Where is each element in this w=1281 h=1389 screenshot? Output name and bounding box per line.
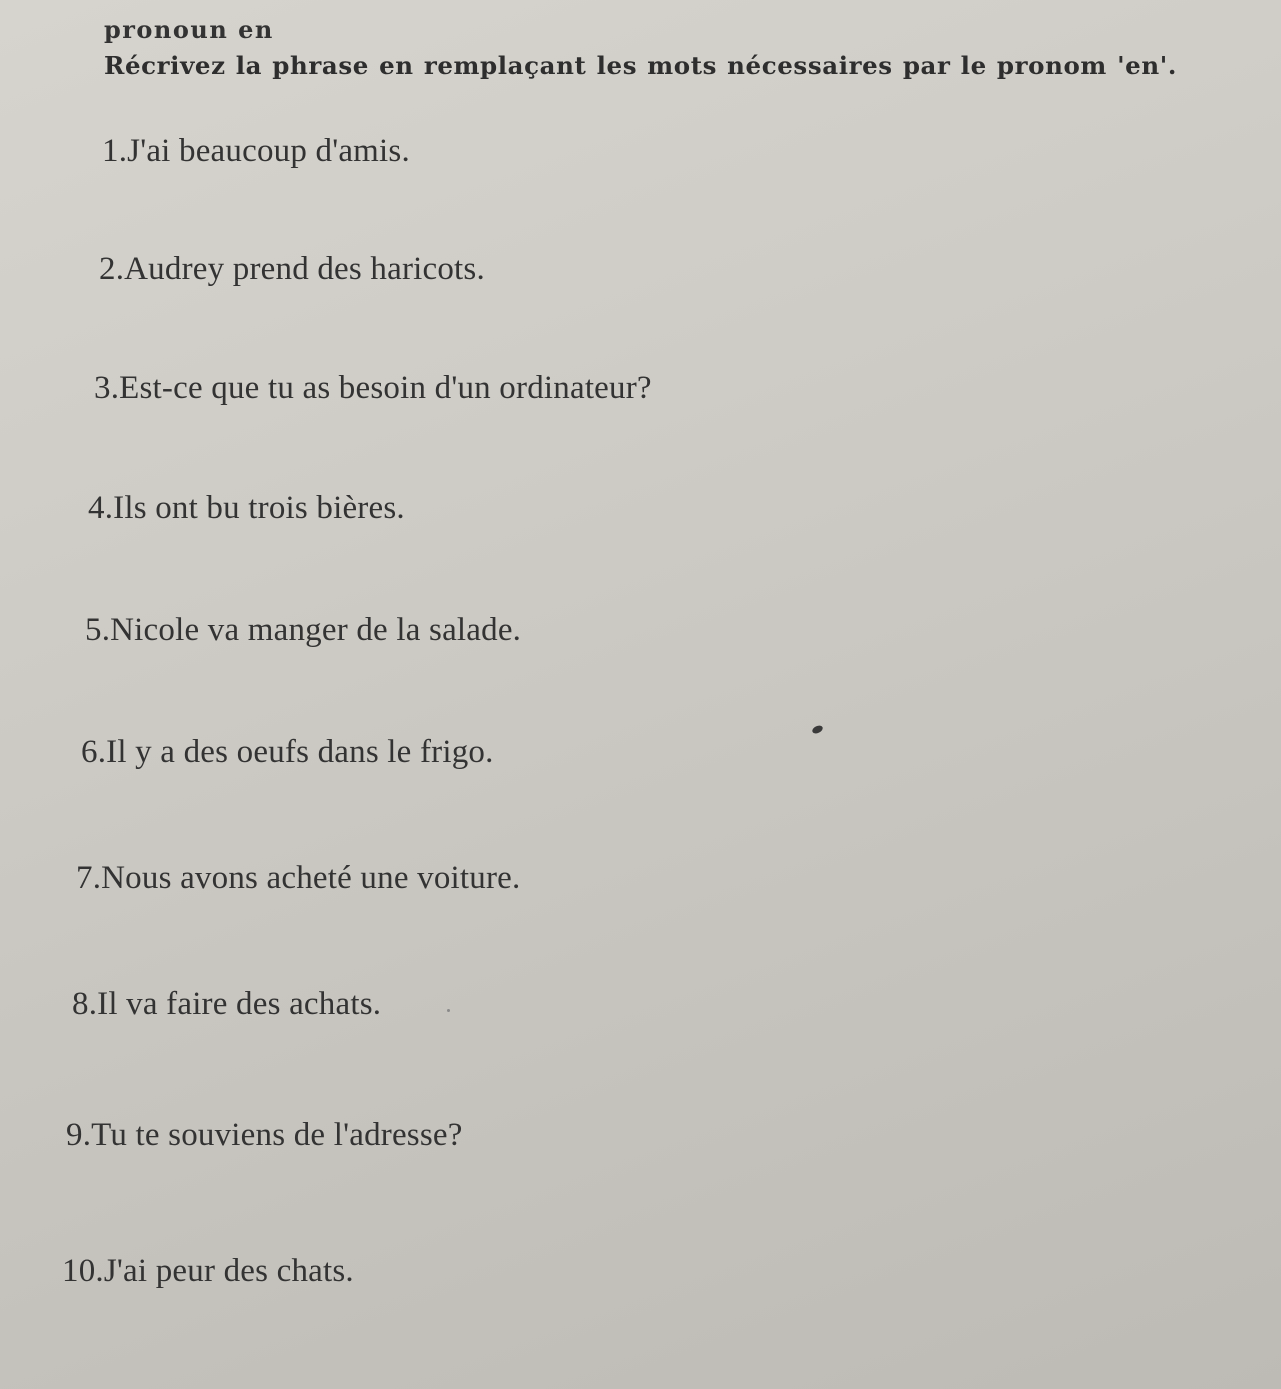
exercise-item-3: 3.Est-ce que tu as besoin d'un ordinateur? (94, 370, 652, 406)
exercise-item-1: 1.J'ai beaucoup d'amis. (102, 133, 410, 169)
exercise-item-4: 4.Ils ont bu trois bières. (88, 490, 405, 526)
exercise-item-9: 9.Tu te souviens de l'adresse? (66, 1117, 463, 1153)
exercise-item-7: 7.Nous avons acheté une voiture. (76, 860, 521, 896)
exercise-item-6: 6.Il y a des oeufs dans le frigo. (81, 734, 494, 770)
worksheet-topic: pronoun en (104, 15, 274, 44)
exercise-item-5: 5.Nicole va manger de la salade. (85, 612, 522, 648)
exercise-item-10: 10.J'ai peur des chats. (62, 1253, 354, 1289)
ink-speck (811, 724, 824, 735)
exercise-item-2: 2.Audrey prend des haricots. (99, 251, 485, 287)
ink-dot (447, 1009, 450, 1012)
worksheet-instruction: Récrivez la phrase en remplaçant les mots nécessaires par le pronom 'en'. (104, 51, 1178, 80)
exercise-item-8: 8.Il va faire des achats. (72, 986, 382, 1022)
